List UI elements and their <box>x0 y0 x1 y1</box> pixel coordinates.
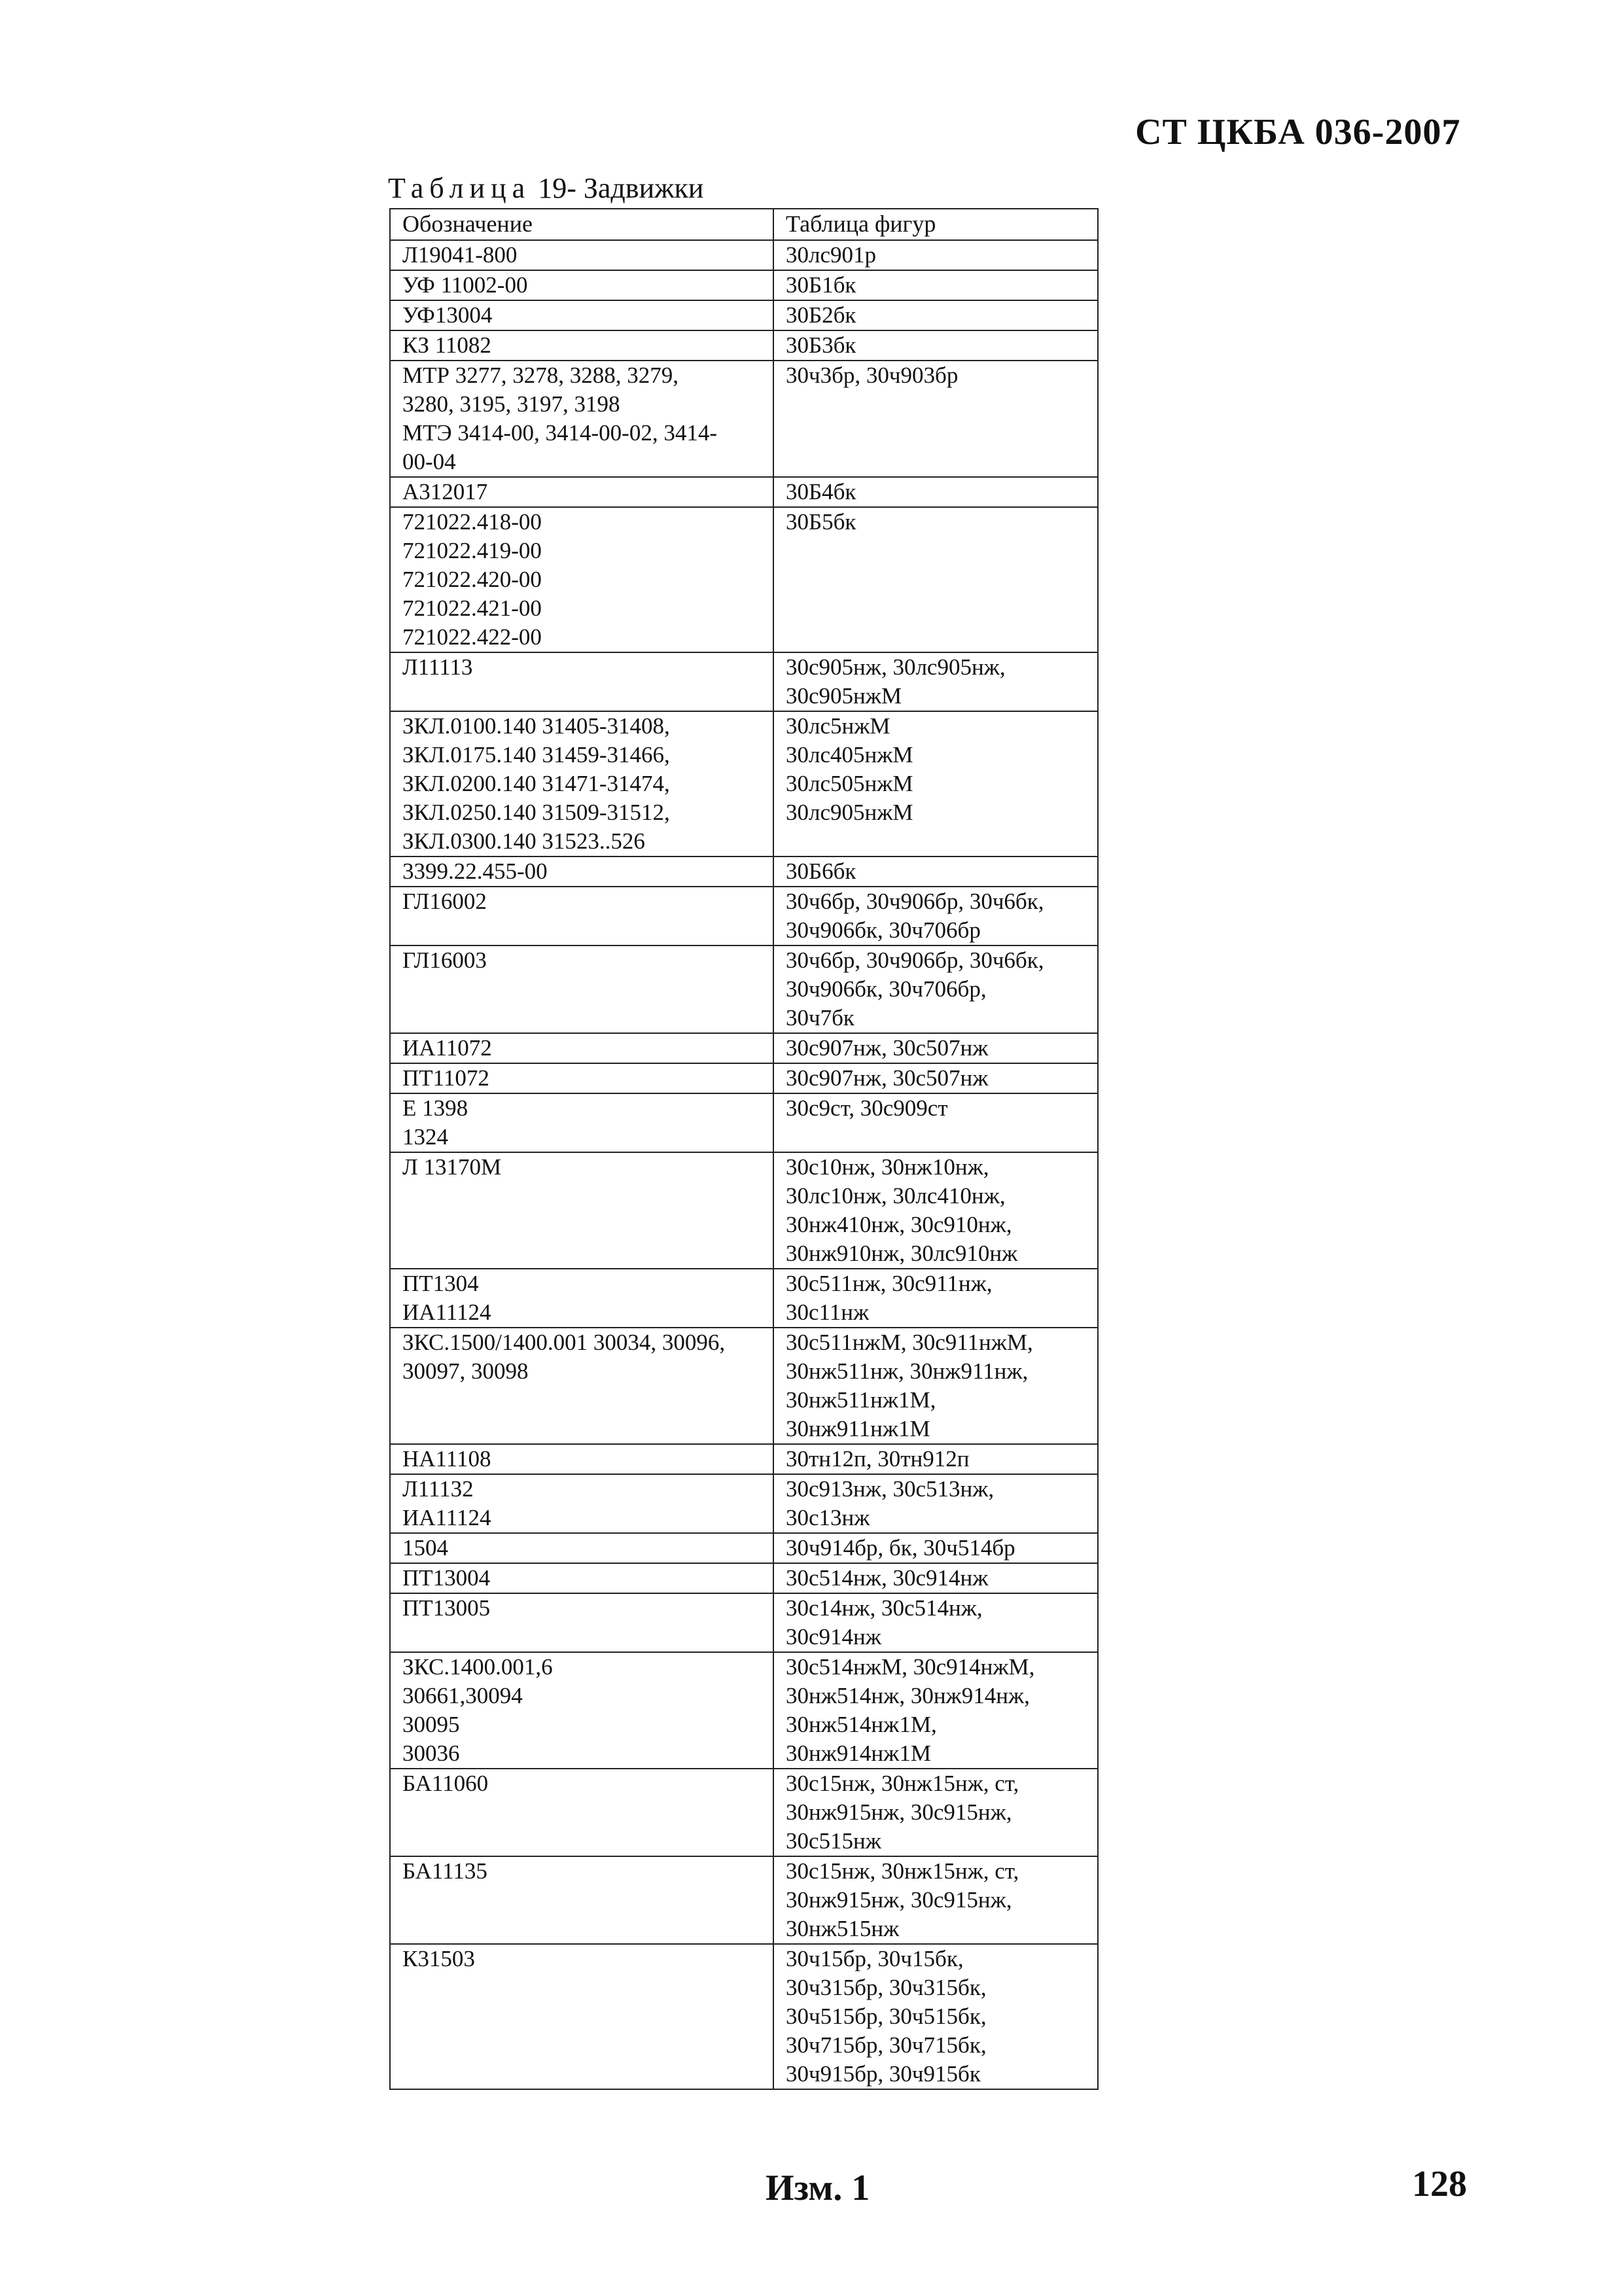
designation-cell <box>390 1269 773 1328</box>
figures-cell <box>773 270 1098 300</box>
figures-cell <box>773 945 1098 1033</box>
table-row <box>390 1856 1098 1944</box>
designation-cell <box>390 1093 773 1152</box>
designation-cell <box>390 652 773 711</box>
figures-cell-line: 30лс901р <box>786 242 877 268</box>
figures-cell-line: 30Б3бк <box>786 332 856 358</box>
figures-cell-line: 30лс5нжМ <box>786 713 890 739</box>
figures-cell-line: 30нж911нж1М <box>786 1416 930 1441</box>
table-row <box>390 1269 1098 1328</box>
table-row <box>390 270 1098 300</box>
figures-cell-line: 30ч3бр, 30ч903бр <box>786 362 959 388</box>
designation-cell <box>390 1328 773 1444</box>
table-row <box>390 1944 1098 2089</box>
designation-cell-line: БА11060 <box>402 1771 489 1796</box>
figures-cell-line: 30ч15бр, 30ч15бк, <box>786 1946 964 1971</box>
figures-cell <box>773 1533 1098 1563</box>
table-row <box>390 1444 1098 1474</box>
designation-cell-line: ИА11124 <box>402 1505 491 1530</box>
designation-cell-line: БА11135 <box>402 1858 487 1884</box>
figures-cell-line: 30с10нж, 30нж10нж, <box>786 1154 989 1180</box>
figures-cell <box>773 857 1098 887</box>
designation-cell <box>390 1533 773 1563</box>
table-row <box>390 1769 1098 1856</box>
figures-cell-line: 30ч715бр, 30ч715бк, <box>786 2032 987 2058</box>
revision-label: Изм. 1 <box>766 2168 870 2208</box>
designation-cell <box>390 477 773 507</box>
designation-cell-line: А312017 <box>402 479 488 504</box>
figures-cell-line: 30Б2бк <box>786 302 856 328</box>
figures-cell <box>773 1944 1098 2089</box>
figures-cell-line: 30с14нж, 30с514нж, <box>786 1595 983 1621</box>
designation-cell <box>390 887 773 945</box>
designation-cell <box>390 1563 773 1593</box>
designation-cell-line: ЗКЛ.0250.140 31509-31512, <box>402 800 670 825</box>
designation-cell <box>390 857 773 887</box>
figures-cell-line: 30с914нж <box>786 1624 881 1650</box>
figures-cell-line: 30с9ст, 30с909ст <box>786 1095 948 1121</box>
figures-cell-line: 30Б5бк <box>786 509 856 535</box>
table-row <box>390 1593 1098 1652</box>
designation-cell <box>390 1856 773 1944</box>
figures-cell <box>773 1652 1098 1769</box>
figures-cell <box>773 711 1098 857</box>
designation-cell-line: 3280, 3195, 3197, 3198 <box>402 391 620 417</box>
designation-cell <box>390 945 773 1033</box>
figures-cell-line: 30с15нж, 30нж15нж, ст, <box>786 1858 1019 1884</box>
figures-cell <box>773 1474 1098 1533</box>
caption-title: - Задвижки <box>567 172 704 204</box>
designation-cell-line: 00-04 <box>402 449 456 474</box>
figures-cell <box>773 652 1098 711</box>
table-row <box>390 300 1098 330</box>
figures-cell <box>773 507 1098 652</box>
figures-cell-line: 30с15нж, 30нж15нж, ст, <box>786 1771 1019 1796</box>
figures-cell-line: 30ч6бр, 30ч906бр, 30ч6бк, <box>786 889 1044 914</box>
figures-cell-line: 30лс905нжМ <box>786 800 913 825</box>
caption-prefix: Таблица <box>388 172 531 204</box>
designation-cell-line: Л 13170М <box>402 1154 502 1180</box>
figures-cell-line: 30с515нж <box>786 1828 881 1854</box>
designation-cell <box>390 330 773 361</box>
figures-cell-line: 30нж514нж, 30нж914нж, <box>786 1683 1030 1708</box>
figures-cell-line: 30ч7бк <box>786 1005 855 1031</box>
figures-cell-line: 30Б4бк <box>786 479 856 504</box>
table-row <box>390 477 1098 507</box>
table-row <box>390 857 1098 887</box>
table-caption <box>388 171 703 205</box>
table-row <box>390 1033 1098 1063</box>
designation-cell-line: ЗКЛ.0200.140 31471-31474, <box>402 771 670 796</box>
designation-cell-line: 30095 <box>402 1712 460 1737</box>
figures-cell-line: 30с511нж, 30с911нж, <box>786 1271 993 1296</box>
figures-cell <box>773 1328 1098 1444</box>
designation-cell-line: ЗКЛ.0100.140 31405-31408, <box>402 713 670 739</box>
designation-cell-line: ИА11124 <box>402 1299 491 1325</box>
designation-cell-line: КЗ 11082 <box>402 332 491 358</box>
figures-cell <box>773 1093 1098 1152</box>
designation-cell-line: 721022.422-00 <box>402 624 542 650</box>
figures-cell-line: 30ч6бр, 30ч906бр, 30ч6бк, <box>786 947 1044 973</box>
figures-cell <box>773 477 1098 507</box>
designation-cell <box>390 1769 773 1856</box>
figures-cell-line: 30с511нжМ, 30с911нжМ, <box>786 1330 1033 1355</box>
figures-cell <box>773 1769 1098 1856</box>
designation-cell-line: 1324 <box>402 1124 448 1150</box>
designation-cell-line: 721022.421-00 <box>402 595 542 621</box>
table-row <box>390 1533 1098 1563</box>
designation-cell <box>390 1944 773 2089</box>
figures-cell-line: 30нж915нж, 30с915нж, <box>786 1799 1012 1825</box>
figures-cell-line: 30с13нж <box>786 1505 870 1530</box>
figures-cell-line: 30ч315бр, 30ч315бк, <box>786 1975 987 2000</box>
designation-cell <box>390 1033 773 1063</box>
page-number: 128 <box>1412 2164 1467 2204</box>
designation-cell-line: 721022.418-00 <box>402 509 542 535</box>
figures-cell-line: 30с514нж, 30с914нж <box>786 1565 989 1591</box>
designation-cell <box>390 361 773 477</box>
designation-cell-line: ПТ13005 <box>402 1595 491 1621</box>
figures-cell-line: 30ч906бк, 30ч706бр, <box>786 976 987 1002</box>
designation-cell <box>390 711 773 857</box>
designation-cell-line: МТЭ 3414-00, 3414-00-02, 3414- <box>402 420 717 446</box>
designation-cell-line: ИА11072 <box>402 1035 492 1061</box>
designation-cell-line: НА11108 <box>402 1446 491 1472</box>
figures-cell-line: 30нж914нж1М <box>786 1740 931 1766</box>
figures-cell-line: 30ч906бк, 30ч706бр <box>786 917 981 943</box>
header-designation: Обозначение <box>390 209 773 240</box>
table-row <box>390 1474 1098 1533</box>
table-header-row <box>390 209 1098 240</box>
table-row <box>390 1063 1098 1093</box>
designation-cell <box>390 240 773 270</box>
designation-cell-line: 30036 <box>402 1740 460 1766</box>
designation-cell-line: Е 1398 <box>402 1095 468 1121</box>
figures-cell-line: 30с907нж, 30с507нж <box>786 1035 989 1061</box>
figures-cell-line: 30лс405нжМ <box>786 742 913 768</box>
figures-cell-line: 30ч915бр, 30ч915бк <box>786 2061 981 2087</box>
figures-cell-line: 30с514нжМ, 30с914нжМ, <box>786 1654 1035 1680</box>
figures-cell <box>773 330 1098 361</box>
designation-cell-line: ПТ11072 <box>402 1065 489 1091</box>
figures-cell-line: 30нж511нж1М, <box>786 1387 936 1413</box>
document-code: СТ ЦКБА 036-2007 <box>1135 112 1461 152</box>
figures-cell <box>773 1563 1098 1593</box>
figures-cell-line: 30ч914бр, бк, 30ч514бр <box>786 1535 1015 1561</box>
designation-cell <box>390 1652 773 1769</box>
designation-cell <box>390 1152 773 1269</box>
designation-cell-line: 721022.419-00 <box>402 538 542 563</box>
designation-cell-line: ЗКС.1500/1400.001 30034, 30096, <box>402 1330 726 1355</box>
figures-cell-line: 30нж514нж1М, <box>786 1712 937 1737</box>
figures-cell-line: 30Б1бк <box>786 272 856 298</box>
figures-cell <box>773 240 1098 270</box>
figures-cell-line: 30Б6бк <box>786 858 856 884</box>
figures-cell-line: 30с905нжМ <box>786 683 902 709</box>
figures-cell-line: 30нж910нж, 30лс910нж <box>786 1241 1018 1266</box>
figures-cell-line: 30нж515нж <box>786 1916 900 1941</box>
figures-cell <box>773 1269 1098 1328</box>
table-row <box>390 361 1098 477</box>
figures-cell-line: 30нж511нж, 30нж911нж, <box>786 1358 1029 1384</box>
designation-cell-line: МТР 3277, 3278, 3288, 3279, <box>402 362 679 388</box>
figures-cell <box>773 1033 1098 1063</box>
table-row <box>390 711 1098 857</box>
table-row <box>390 240 1098 270</box>
header-figures: Таблица фигур <box>773 209 1098 240</box>
designation-cell-line: ЗКЛ.0175.140 31459-31466, <box>402 742 670 768</box>
table-row <box>390 1328 1098 1444</box>
figures-cell-line: 30с11нж <box>786 1299 870 1325</box>
figures-cell <box>773 1152 1098 1269</box>
designation-cell-line: ЗКС.1400.001,6 <box>402 1654 553 1680</box>
figures-cell-line: 30нж915нж, 30с915нж, <box>786 1887 1012 1913</box>
designation-cell-line: 30097, 30098 <box>402 1358 529 1384</box>
figures-cell-line: 30тн12п, 30тн912п <box>786 1446 970 1472</box>
figures-cell <box>773 887 1098 945</box>
figures-cell <box>773 1856 1098 1944</box>
figures-cell <box>773 361 1098 477</box>
designation-cell <box>390 1444 773 1474</box>
figures-cell-line: 30лс10нж, 30лс410нж, <box>786 1183 1006 1209</box>
designation-cell <box>390 1063 773 1093</box>
figures-cell-line: 30нж410нж, 30с910нж, <box>786 1212 1012 1237</box>
table-row <box>390 1152 1098 1269</box>
designation-cell-line: ПТ1304 <box>402 1271 479 1296</box>
figures-cell <box>773 300 1098 330</box>
designation-cell-line: Л11113 <box>402 654 473 680</box>
designation-cell-line: 3399.22.455-00 <box>402 858 548 884</box>
table-row <box>390 1093 1098 1152</box>
table-row <box>390 330 1098 361</box>
figures-cell-line: 30с905нж, 30лс905нж, <box>786 654 1006 680</box>
table-row <box>390 507 1098 652</box>
designation-cell <box>390 1474 773 1533</box>
figures-cell <box>773 1063 1098 1093</box>
designation-cell-line: УФ 11002-00 <box>402 272 528 298</box>
designation-cell-line: ПТ13004 <box>402 1565 491 1591</box>
table-row <box>390 1652 1098 1769</box>
designation-cell-line: 30661,30094 <box>402 1683 523 1708</box>
designation-cell-line: ГЛ16003 <box>402 947 487 973</box>
designation-cell-line: К31503 <box>402 1946 475 1971</box>
designation-cell-line: ЗКЛ.0300.140 31523..526 <box>402 828 645 854</box>
designation-cell <box>390 507 773 652</box>
caption-number: 19 <box>538 172 567 204</box>
figures-cell-line: 30с913нж, 30с513нж, <box>786 1476 995 1502</box>
designation-cell-line: 721022.420-00 <box>402 567 542 592</box>
valves-table <box>389 208 1099 2090</box>
designation-cell-line: УФ13004 <box>402 302 493 328</box>
designation-cell-line: Л11132 <box>402 1476 474 1502</box>
table-row <box>390 887 1098 945</box>
table-row <box>390 1563 1098 1593</box>
designation-cell <box>390 270 773 300</box>
figures-cell-line: 30лс505нжМ <box>786 771 913 796</box>
table-row <box>390 945 1098 1033</box>
table-body <box>390 240 1098 2089</box>
figures-cell <box>773 1593 1098 1652</box>
figures-cell-line: 30ч515бр, 30ч515бк, <box>786 2004 987 2029</box>
figures-cell <box>773 1444 1098 1474</box>
designation-cell-line: Л19041-800 <box>402 242 518 268</box>
designation-cell-line: ГЛ16002 <box>402 889 487 914</box>
designation-cell-line: 1504 <box>402 1535 448 1561</box>
designation-cell <box>390 1593 773 1652</box>
designation-cell <box>390 300 773 330</box>
table-row <box>390 652 1098 711</box>
figures-cell-line: 30с907нж, 30с507нж <box>786 1065 989 1091</box>
